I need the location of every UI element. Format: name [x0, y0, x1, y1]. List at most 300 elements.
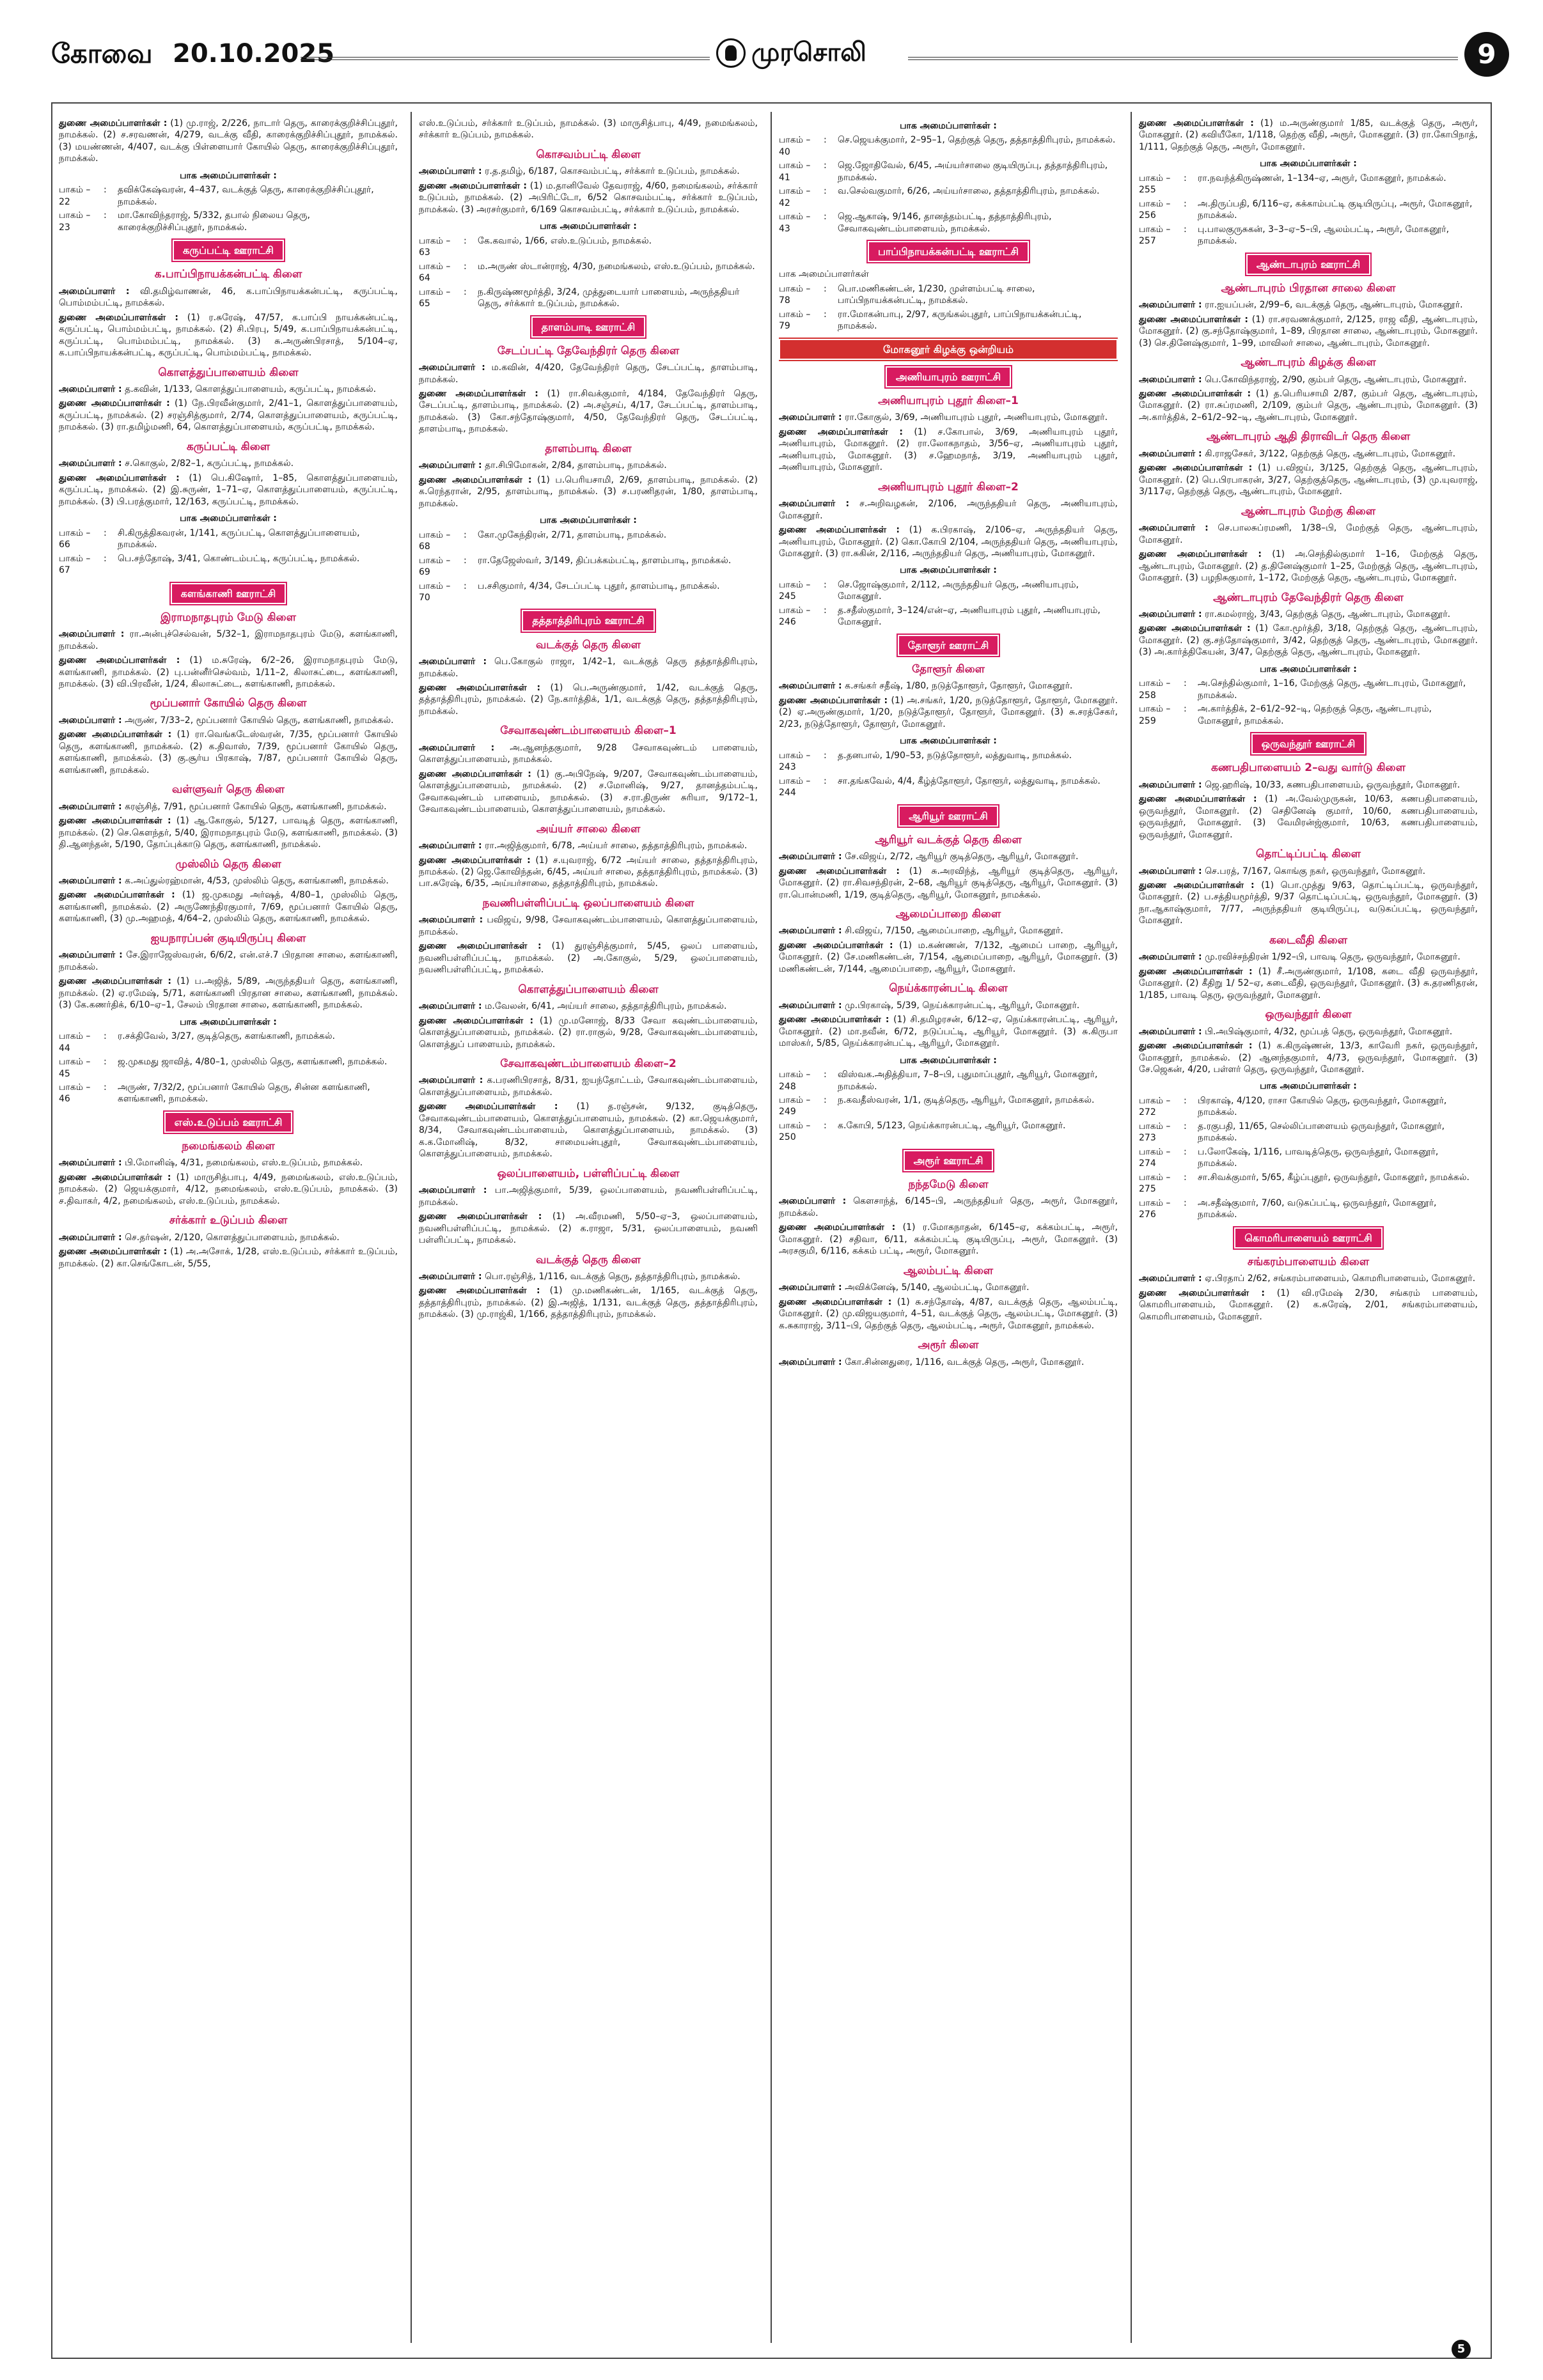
role-label: அமைப்பாளர் :: [419, 362, 485, 373]
separator: :: [1184, 173, 1187, 183]
member-entry: [779, 498, 1118, 522]
member-entry: [59, 472, 398, 508]
member-details: (1) த.பெரியசாமி 2/87, கும்பர் தெரு, ஆண்டாபுரம், மோகனூர். (2) ரா.சுப்ரமணி, 2/109, கும்பர் தெரு, ஆண்டாபுரம், மோகனூர். (3) அ.கார்த்திக், 2–61/2–92–டி, ஆண்டாபுரம், மோகனூர்.: [1139, 389, 1478, 423]
separator: :: [464, 580, 467, 591]
branch-heading: கணபதிபாளையம் 2–வது வார்டு கிளை: [1211, 761, 1406, 775]
booth-row: [419, 235, 758, 259]
booth-number: பாகம் – 243: [779, 750, 811, 773]
booth-number: பாகம் – 68: [419, 529, 451, 552]
role-label: துணை அமைப்பாளர்கள் :: [1139, 966, 1253, 977]
member-entry: [1139, 118, 1478, 153]
member-entry: [419, 1211, 758, 1246]
member-entry: [1139, 951, 1478, 963]
booth-number: பாகம் – 40: [779, 135, 811, 157]
booth-member: வ.செல்வகுமார், 6/26, அய்யர்சாலை, தத்தாத்திரிபுரம், நாமக்கல்.: [838, 186, 1100, 197]
role-label: அமைப்பாளர் :: [419, 1001, 482, 1012]
booth-row: [779, 750, 1118, 774]
member-details: (1) ரா.வெங்கடேஸ்வரன், 7/35, மூப்பனார் கோயில் தெரு, களங்காணி, நாமக்கல். (2) க.திவாஸ், 7/39, மூப்பனார் கோயில் தெரு, களங்காணி, நாமக்கல். (3) கு.சூர்ய பிரகாஷ், 7/87, மூப்பனார் கோயில் தெரு, களங்காணி, நாமக்கல்.: [59, 729, 398, 775]
separator: :: [464, 235, 467, 246]
member-entry: [419, 656, 758, 680]
booth-row: [779, 309, 1118, 332]
column-divider: [771, 112, 772, 2343]
member-details: ஏ.பிரதாப் 2/62, சங்கரம்பாளையம், கொமரிபாளையம், மோகனூர்.: [1205, 1273, 1476, 1284]
separator: :: [1184, 704, 1187, 715]
member-entry: [1139, 548, 1478, 584]
member-details: ச.அறிவழகன், 2/106, அருந்ததியர் தெரு, அணியாபுரம், மோகனூர்.: [779, 499, 1118, 521]
separator: :: [464, 529, 467, 540]
member-details: அ.ஆனந்தகுமார், 9/28 சேவாகவுண்டம் பாளையம், கொளத்துப்பாளையம், நாமக்கல்.: [419, 742, 758, 765]
member-details: (1) ப.விஜய், 3/125, தெற்குத் தெரு, ஆண்டாபுரம், மோகனூர். (2) பெ.பிரபாகரன், 3/27, தெற்குத்தெரு, ஆண்டாபுரம், (3) மு.யுவராஜ், 3/117ஏ, தெற்குத் தெரு, ஆண்டாபுரம், மோகனூர்.: [1139, 463, 1478, 497]
separator: :: [104, 1057, 107, 1068]
branch-heading: கொளத்துப்பாளையம் கிளை: [518, 983, 659, 996]
booth-number: பாகம் – 43: [779, 212, 811, 234]
member-details: சி.விஜய், 7/150, ஆமைப்பாறை, ஆரியூர், மோகனூர்.: [845, 926, 1063, 937]
booth-member: மா.கோவிந்தராஜ், 5/332, தபால் நிலைய தெரு, காரைக்குறிச்சிப்புதூர், நாமக்கல்.: [118, 210, 310, 233]
member-details: (1) அ.சங்கர், 1/20, நடுத்தோளூர், தோளூர், மோகனூர். (2) ஏ.அருண்குமார், 1/20, நடுத்தோளூர், தோளூர், மோகனூர். (3) சு.சரத்சேகர், 2/23, நடுத்தோளூர், தோளூர், மோகனூர்.: [779, 695, 1118, 729]
member-details: பா.அஜித்குமார், 5/39, ஒலப்பாளையம், நவணிபள்ளிப்பட்டி, நாமக்கல்.: [419, 1185, 758, 1208]
section-subtitle: பாக அமைப்பாளர்கள் :: [1260, 664, 1357, 674]
member-entry: [779, 866, 1118, 901]
role-label: அமைப்பாளர் :: [1139, 779, 1202, 790]
member-details: ச.கொகுல், 2/82–1, கருப்பட்டி, நாமக்கல்.: [125, 458, 294, 469]
separator: :: [1184, 678, 1187, 689]
branch-heading: அணியாபுரம் புதூர் கிளை–2: [878, 480, 1019, 494]
booth-row: [779, 1069, 1118, 1093]
booth-member: ந.கிருஷ்ணமூர்த்தி, 3/24, முத்துடையார் பாளையம், அருந்ததியர் தெரு, சர்க்கார் உடுப்பம், நாமக்கல்.: [478, 286, 740, 309]
booth-row: [59, 1056, 398, 1080]
member-details: (1) ம.அருண்குமார் 1/85, வடக்குத் தெரு, அரூர், மோகனூர். (2) கவியீகோ, 1/118, தெற்கு வீதி, அரூர், மோகனூர். (3) ரா.கோபிநாத், 1/111, தெற்குத் தெரு, அரூர், மோகனூர்.: [1139, 118, 1478, 152]
member-details: மு.ரவிச்சந்திரன் 1/92–பி, பாவடி தெரு, ஒருவந்தூர், மோகனூர்.: [1205, 952, 1461, 963]
member-entry: [419, 362, 758, 385]
member-entry: [779, 268, 1118, 280]
role-label: அமைப்பாளர் :: [1139, 1273, 1202, 1284]
member-entry: [59, 949, 398, 973]
branch-heading: ஆரியூர் வடக்குத் தெரு கிளை: [875, 833, 1022, 846]
member-entry: [779, 680, 1118, 692]
city-name: கோவை: [51, 38, 153, 69]
role-label: அமைப்பாளர் :: [779, 1000, 842, 1011]
member-details: (1) பெ.அருண்குமார், 1/42, வடக்குத் தெரு, தத்தாத்திரிபுரம், நாமக்கல். (2) நே.கார்த்திக், 1/1, வடக்குத் தெரு, தத்தாத்திரிபுரம், நாமக்கல்.: [419, 682, 758, 717]
member-details: எஸ்.உடுப்பம், சர்க்கார் உடுப்பம், நாமக்கல். (3) மாருசித்பாபு, 4/49, நமைங்கலம், சர்க்கார் உடுப்பம், நாமக்கல்.: [419, 118, 758, 141]
member-details: (1) பெ.கிஷோர், 1–85, கொளத்துப்பாளையம், கருப்பட்டி, நாமக்கல். (2) இ.சுருண், 1–71–ஏ, கொளத்துப்பாளையம், கருப்பட்டி, நாமக்கல். (3) பி.பரத்குமார், 12/163, கருப்பட்டி, நாமக்கல்.: [59, 472, 398, 507]
booth-number: பாகம் – 256: [1139, 198, 1171, 221]
member-entry: [419, 855, 758, 890]
member-entry: [59, 286, 398, 309]
member-entry: [59, 729, 398, 776]
member-details: (1) ரா.சரவணக்குமார், 2/125, ராஜ வீதி, ஆண்டாபுரம், மோகனூர். (2) கு.சந்தோஷ்குமார், 1–89, பிரதான சாலை, ஆண்டாபுரம், மோகனூர். (3) செ.தினேஷ்குமார், 1–99, மாவிலர் சாலை, ஆண்டாபுரம், மோகனூர்.: [1139, 314, 1478, 348]
role-label: துணை அமைப்பாளர்கள் :: [419, 1211, 542, 1222]
member-details: ரா.அன்புச்செல்வன், 5/32–1, இராமநாதபுரம் மேடு, களங்காணி, நாமக்கல்.: [59, 629, 398, 651]
member-entry: [1139, 522, 1478, 546]
booth-member: செ.ஜெயக்குமார், 2–95–1, தெற்குத் தெரு, தத்தாத்திரிபுரம், நாமக்கல்.: [838, 135, 1116, 146]
member-details: பாக அமைப்பாளர்கள்: [779, 269, 869, 280]
member-details: (1) துரஞ்சித்குமார், 5/45, ஒலப் பாளையம், நவணிபள்ளிப்பட்டி, நாமக்கல். (2) அ.கோகுல், 5/29, ஒலப்பாளையம், நவணிபள்ளிப்பட்டி, நாமக்கல்.: [419, 941, 758, 976]
role-label: துணை அமைப்பாளர்கள் :: [59, 1247, 168, 1257]
member-entry: [779, 412, 1118, 423]
panchayat-banner: கருப்பட்டி ஊராட்சி: [173, 240, 284, 261]
role-label: அமைப்பாளர் :: [779, 681, 842, 692]
booth-row: [779, 211, 1118, 235]
panchayat-banner: தத்தாத்திரிபுரம் ஊராட்சி: [522, 610, 654, 631]
role-label: அமைப்பாளர் :: [1139, 374, 1202, 385]
separator: :: [104, 527, 107, 538]
booth-row: [419, 580, 758, 604]
separator: :: [824, 1120, 827, 1131]
booth-row: [1139, 1172, 1478, 1195]
member-details: மு.பிரகாஷ், 5/39, நெய்க்காரன்பட்டி, ஆரியூர், மோகனூர்.: [845, 1000, 1080, 1011]
member-details: ரா.கமல்ராஜ், 3/43, தெற்குத் தெரு, ஆண்டாபுரம், மோகனூர்.: [1205, 609, 1451, 619]
member-details: க.சங்கர் சதீஷ், 1/80, நடுத்தோளூர், தோளூர், மோகனூர்.: [845, 681, 1073, 692]
role-label: துணை அமைப்பாளர்கள் :: [1139, 794, 1257, 805]
role-label: அமைப்பாளர் :: [419, 166, 482, 177]
booth-member: பெ.சந்தோஷ், 3/41, கொண்டம்பட்டி, கருப்பட்டி, நாமக்கல்.: [118, 553, 360, 564]
member-details: பெ.கோகுல் ராஜா, 1/42–1, வடக்குத் தெரு தத்தாத்திரிபுரம், நாமக்கல்.: [419, 657, 758, 679]
role-label: அமைப்பாளர் :: [59, 1158, 122, 1169]
member-details: ம.கவின், 4/420, தேவேந்திரர் தெரு, சேடப்பட்டி, தாளம்பாடி, நாமக்கல்.: [419, 362, 758, 385]
member-entry: [419, 742, 758, 766]
role-label: அமைப்பாளர் :: [59, 715, 122, 726]
booth-member: ர.சக்திவேல், 3/27, குடித்தெரு, களங்காணி, நாமக்கல்.: [118, 1031, 335, 1042]
booth-number: பாகம் – 276: [1139, 1197, 1171, 1220]
booth-number: பாகம் – 64: [419, 261, 451, 284]
role-label: அமைப்பாளர் :: [419, 460, 482, 471]
booth-number: பாகம் – 255: [1139, 173, 1171, 196]
member-details: (1) மு.ராஜ், 2/226, நாடார் தெரு, காரைக்குறிச்சிப்புதூர், நாமக்கல். (2) ச.சரவணன், 4/279, வடக்கு வீதி, காரைக்குறிச்சிப்புதூர், நாமக்கல். (3) மயண்ணன், 4/407, வடக்கு பிள்ளையார் கோயில் தெரு, காரைக்குறிச்சிப்புதூர், நாமக்கல்.: [59, 118, 398, 164]
booth-number: பாகம் – 78: [779, 283, 811, 306]
panchayat-banner: கொமரிபாளையம் ஊராட்சி: [1234, 1227, 1382, 1248]
member-entry: [419, 1271, 758, 1282]
booth-row: [419, 286, 758, 310]
booth-number: பாகம் – 70: [419, 580, 451, 603]
member-entry: [419, 1285, 758, 1320]
booth-number: பாகம் – 66: [59, 527, 91, 550]
branch-heading: தாளம்பாடி கிளை: [545, 442, 632, 455]
role-label: துணை அமைப்பாளர்கள் :: [419, 1015, 534, 1026]
branch-heading: அணியாபுரம் புதூர் கிளை–1: [878, 394, 1019, 407]
separator: :: [824, 1095, 827, 1106]
role-label: அமைப்பாளர் :: [1139, 300, 1202, 311]
member-details: (1) ர.மோகநாதன், 6/145–ஏ, கக்கம்பட்டி, அரூர், மோகனூர். (2) சதிவா, 6/11, கக்கம்பட்டி குடியிருப்பு, அரூர், மோகனூர். (3) அரசகுமி, 6/116, கக்கம் பட்டி, அரூர், மோகனூர்.: [779, 1222, 1118, 1257]
member-details: க.அப்துல்ரஹ்மான், 4/53, முஸ்லிம் தெரு, களங்காணி, நாமக்கல்.: [125, 875, 389, 886]
member-details: (1) சு.அரவிந்த், ஆரியூர் குடித்தெரு, ஆரியூர், மோகனூர். (2) ரா.சிவசந்திரன், 2–68, ஆரியூர் குடித்தெரு, ஆரியூர், மோகனூர். (3) ரா.பொன்மணி, 1/19, குடித்தெரு, ஆரியூர், மோகனூர், நாமக்கல்.: [779, 866, 1118, 900]
role-label: அமைப்பாளர் :: [779, 1196, 847, 1207]
branch-heading: நவணிபள்ளிப்பட்டி ஒலப்பாளையம் கிளை: [482, 896, 694, 910]
booth-row: [1139, 173, 1478, 196]
member-details: தா.சிபிமோகன், 2/84, தாளம்பாடி, நாமக்கல்.: [485, 460, 667, 471]
booth-number: பாகம் – 274: [1139, 1146, 1171, 1169]
section-subtitle: பாக அமைப்பாளர்கள் :: [180, 170, 277, 181]
booth-member: ம.அருண் ஸ்டான்ராஜ், 4/30, நமைங்கலம், எஸ்.உடுப்பம், நாமக்கல்.: [478, 261, 755, 272]
role-label: துணை அமைப்பாளர்கள் :: [1139, 623, 1251, 634]
separator: :: [1184, 1146, 1187, 1157]
role-label: துணை அமைப்பாளர்கள் :: [59, 118, 168, 128]
member-details: (1) த.ரஞ்சன், 9/132, குடித்தெரு, சேவாகவுண்டம்பாளையம், கொளத்துப்பாளையம், நாமக்கல். (2) கா.ஜெயக்குமார், 8/34, சேவாகவுண்டம்பாளையம், கொளத்துப்பாளையம், நாமக்கல். (3) க.க.மோனிஷ், 8/32, சாமையன்புதூர், சேவாகவுண்டம்பாளையம், கொளத்துப்பாளையம், நாமக்கல்.: [419, 1101, 758, 1160]
role-label: துணை அமைப்பாளர்கள் :: [419, 682, 541, 693]
separator: :: [104, 553, 107, 564]
member-details: (1) ஆ.கோகுல், 5/127, பாவடித் தெரு, களங்காணி, நாமக்கல். (2) செ.கௌந்தர், 5/40, இராமநாதபுரம் மேடு, களங்காணி, நாமக்கல். (3) தி.ஆனந்தன், 5/190, தோப்புக்காடு தெரு, களங்காணி, நாமக்கல்.: [59, 816, 398, 850]
member-entry: [59, 1157, 398, 1169]
role-label: துணை அமைப்பாளர்கள் :: [1139, 880, 1255, 891]
member-details: பொ.ரஞ்சித், 1/116, வடக்குத் தெரு, தத்தாத்திரிபுரம், நாமக்கல்.: [485, 1271, 740, 1282]
member-entry: [1139, 1040, 1478, 1075]
booth-row: [59, 527, 398, 551]
role-label: அமைப்பாளர் :: [779, 926, 842, 937]
panchayat-banner: தாளம்பாடி ஊராட்சி: [531, 316, 646, 338]
section-subtitle: பாக அமைப்பாளர்கள் :: [1260, 159, 1357, 169]
member-details: (1) அ.அசோக், 1/28, எஸ்.உடுப்பம், சர்க்கார் உடுப்பம், நாமக்கல். (2) கா.செங்கோடன், 5/55,: [59, 1247, 398, 1269]
role-label: துணை அமைப்பாளர்கள் :: [59, 398, 170, 409]
member-entry: [1139, 880, 1478, 927]
member-entry: [779, 1296, 1118, 1332]
booth-number: பாகம் – 69: [419, 555, 451, 578]
role-label: துணை அமைப்பாளர்கள் :: [419, 855, 531, 866]
separator: :: [824, 160, 827, 171]
branch-heading: அய்யர் சாலை கிளை: [536, 822, 641, 836]
member-details: (1) அ.வேல்முருகன், 10/63, கணபதிபாளையம், ஒருவந்தூர், மோகனூர். (2) செதினேஷ் குமார், 10/60, கணபதிபாளையம், ஒருவந்தூர், மோகனூர். (3) வேமிரன்ஜ்குமார், 10/63, கணபதிபாளையம், ஒருவந்தூர், மோகனூர்.: [1139, 794, 1478, 840]
branch-heading: ஆண்டாபுரம் மேற்கு கிளை: [1241, 504, 1376, 518]
role-label: அமைப்பாளர் :: [779, 412, 842, 423]
section-subtitle: பாக அமைப்பாளர்கள் :: [900, 121, 997, 131]
role-label: அமைப்பாளர் :: [59, 286, 130, 297]
branch-heading: வள்ளுவர் தெரு கிளை: [172, 783, 285, 797]
branch-heading: நெய்க்காரன்பட்டி கிளை: [889, 982, 1008, 995]
member-details: (1) ம.தானிவேல் தேவராஜ், 4/60, நமைங்கலம், சர்க்கார் உடுப்பம், நாமக்கல். (2) அபிரிட்டோ, 6/52 கொசவம்பட்டி, சர்க்கார் உடுப்பம், நாமக்கல். (3) அரசர்குமார், 6/169 கொசவம்பட்டி, சர்க்கார் உடுப்பம், நாமக்கல்.: [419, 180, 758, 215]
role-label: துணை அமைப்பாளர்கள் :: [59, 890, 175, 901]
member-details: (1) ம.சுரேஷ், 6/2–26, இராமநாதபுரம் மேடு, களங்காணி, நாமக்கல். (2) பு.பன்னீர்செல்வம், 1/11–2, கிலாசுட்டை, களங்காணி, நாமக்கல். (3) வி.பிரவீன், 1/24, கிலாசுட்டை, களங்காணி, நாமக்கல்.: [59, 655, 398, 689]
member-entry: [59, 458, 398, 469]
member-entry: [419, 460, 758, 471]
role-label: அமைப்பாளர் :: [779, 1357, 842, 1367]
booth-member: பிரகாஷ், 4/120, ராசா கோயில் தெரு, ஒருவந்தூர், மோகனூர், நாமக்கல்.: [1198, 1095, 1447, 1118]
booth-member: ஜ.முகமது ஜாவித், 4/80–1, முஸ்லிம் தெரு, களங்காணி, நாமக்கல்.: [118, 1057, 388, 1068]
booth-member: ப.சசிகுமார், 4/34, சேடப்பட்டி புதூர், தாளம்பாடி, நாமக்கல்.: [478, 580, 720, 591]
member-entry: [419, 118, 758, 141]
member-entry: [779, 940, 1118, 975]
member-details: அவிக்னேஷ், 5/140, ஆலம்பட்டி, மோகனூர்.: [845, 1282, 1030, 1293]
role-label: அமைப்பாளர் :: [59, 875, 122, 886]
member-entry: [1139, 779, 1478, 791]
booth-row: [419, 555, 758, 579]
member-details: செ.பாலசுப்ரமணி, 1/38–பி, மேற்குத் தெரு, ஆண்டாபுரம், மோகனூர்.: [1139, 523, 1478, 545]
booth-number: பாகம் – 259: [1139, 704, 1171, 726]
role-label: துணை அமைப்பாளர்கள் :: [779, 940, 893, 951]
role-label: துணை அமைப்பாளர்கள் :: [59, 655, 180, 666]
role-label: துணை அமைப்பாளர்கள் :: [419, 768, 531, 779]
branch-heading: முஸ்லிம் தெரு கிளை: [175, 857, 281, 871]
member-details: அருண், 7/33–2, மூப்பனார் கோயில் தெரு, களங்காணி, நாமக்கல்.: [125, 715, 394, 726]
role-label: துணை அமைப்பாளர்கள் :: [779, 1296, 892, 1307]
member-entry: [59, 312, 398, 359]
member-details: (1) வி.ரமேஷ் 2/30, சங்கரம் பாளையம், கொமரிபாளையம், மோகனூர். (2) க.சுரேஷ், 2/01, சங்கரம்பாளையம், கொமரிபாளையம், மோகனூர்.: [1139, 1287, 1478, 1322]
role-label: அமைப்பாளர் :: [1139, 952, 1202, 963]
role-label: அமைப்பாளர் :: [419, 915, 483, 926]
separator: :: [1184, 1172, 1187, 1183]
branch-heading: வடக்குத் தெரு கிளை: [535, 638, 641, 651]
role-label: துணை அமைப்பாளர்கள் :: [419, 941, 542, 952]
branch-heading: கொசவம்பட்டி கிளை: [536, 148, 641, 161]
role-label: அமைப்பாளர் :: [1139, 866, 1202, 876]
member-details: (1) ச.யுவராஜ், 6/72 அய்யர் சாலை, தத்தாத்திரிபுரம், நாமக்கல். (2) ஜெ.கோவிந்தன், 6/45, அய்யர் சாலை, தத்தாத்திரிபுரம், நாமக்கல். (3) பா.சுரேஷ், 6/35, அய்யர்சாலை, தத்தாத்திரிபுரம், நாமக்கல்.: [419, 855, 758, 889]
member-details: சே.விஜய், 2/72, ஆரியூர் குடித்தெரு, ஆரியூர், மோகனூர்.: [845, 852, 1079, 862]
separator: :: [1184, 1121, 1187, 1132]
branch-heading: சேவாகவுண்டம்பாளையம் கிளை–2: [500, 1057, 677, 1071]
branch-heading: நந்தமேடு கிளை: [908, 1178, 989, 1191]
branch-heading: சேடப்பட்டி தேவேந்திரர் தெரு கிளை: [497, 344, 680, 357]
booth-row: [1139, 1146, 1478, 1170]
footer-page-badge: 5: [1452, 2340, 1471, 2359]
member-entry: [419, 166, 758, 177]
member-details: கௌசாந்த், 6/145–பி, அருந்ததியர் தெரு, அரூர், மோகனூர், நாமக்கல்.: [779, 1196, 1118, 1218]
member-details: (1) ப.பெரியசாமி, 2/69, தாளம்பாடி, நாமக்கல். (2) க.ரெந்தரான், 2/95, தாளம்பாடி, நாமக்கல். (3) ச.பரணிதரன், 1/80, தாளம்பாடி, நாமக்கல்.: [419, 474, 758, 509]
member-entry: [59, 976, 398, 1011]
page-number-badge: 9: [1464, 32, 1509, 77]
member-entry: [59, 655, 398, 690]
column-2: [419, 115, 758, 2340]
role-label: அமைப்பாளர் :: [59, 950, 123, 961]
member-entry: [1139, 609, 1478, 620]
booth-member: விஸ்வக.அதித்தியா, 7–8–பி, புதுமாப்புதூர், ஆரியூர், மோகனூர், நாமக்கல்.: [838, 1069, 1098, 1092]
role-label: துணை அமைப்பாளர்கள் :: [1139, 389, 1251, 400]
member-details: (1) சீ.அருண்குமார், 1/108, கடை வீதி ஒருவந்தூர், மோகனூர். (2) கீதிறு 1/ 52–ஏ, கடைவீதி, ஒருவந்தூர், மோகனூர். (3) சு.தரணிதரன், 1/185, பாவடி தெரு, ஒருவந்தூர், மோகனூர்.: [1139, 966, 1478, 1000]
panchayat-banner: தோளூர் ஊராட்சி: [898, 635, 999, 656]
member-entry: [419, 914, 758, 938]
booth-number: பாகம் – 272: [1139, 1095, 1171, 1118]
member-details: (1) நே.பிரவீன்குமார், 2/41–1, கொளத்துப்பாளையம், கருப்பட்டி, நாமக்கல். (2) சரஞ்சித்குமார், 2/74, கொளத்துப்பாளையம், கருப்பட்டி, நாமக்கல். (3) ரா.தமிழ்மணி, 64, கொளத்துப்பாளையம், கருப்பட்டி, நாமக்கல்.: [59, 398, 398, 433]
member-entry: [779, 851, 1118, 862]
newspaper-name: முரசொலி: [751, 38, 866, 67]
branch-heading: ஐயநாரப்பன் குடியிருப்பு கிளை: [150, 931, 306, 945]
booth-number: பாகம் – 79: [779, 309, 811, 332]
booth-row: [779, 283, 1118, 307]
member-entry: [779, 1000, 1118, 1011]
separator: :: [824, 135, 827, 146]
booth-member: அ.சதீஷ்குமார், 7/60, வடுகப்பட்டி, ஒருவந்தூர், மோகனூர், நாமக்கல்.: [1198, 1197, 1437, 1220]
member-details: க.பரணிபிரசாத், 8/31, ஐயந்தோட்டம், சேவாகவுண்டம்பாளையம், கொளத்துப்பாளையம், நாமக்கல்.: [419, 1075, 758, 1098]
member-entry: [59, 715, 398, 726]
member-details: ரா.ஐயப்பன், 2/99–6, வடக்குத் தெரு, ஆண்டாபுரம், மோகனூர்.: [1205, 300, 1463, 311]
separator: :: [824, 1069, 827, 1080]
panchayat-banner: பாப்பிநாயக்கன்பட்டி ஊராட்சி: [868, 241, 1029, 262]
role-label: அமைப்பாளர் :: [59, 384, 122, 395]
branch-heading: கொளத்துப்பாளையம் கிளை: [158, 366, 299, 379]
member-entry: [59, 118, 398, 165]
column-3: [779, 115, 1118, 2340]
role-label: அமைப்பாளர் :: [419, 742, 495, 753]
role-label: அமைப்பாளர் :: [59, 801, 122, 812]
booth-member: பொ.மணிகண்டன், 1/230, முள்ளம்பட்டி சாலை, பாப்பிநாயக்கன்பட்டி, நாமக்கல்.: [838, 283, 1035, 306]
role-label: அமைப்பாளர் :: [1139, 448, 1202, 459]
separator: :: [104, 1082, 107, 1093]
separator: :: [1184, 198, 1187, 209]
role-label: துணை அமைப்பாளர்கள் :: [779, 1015, 889, 1025]
header-rule-right: [908, 57, 1458, 60]
booth-number: பாகம் – 45: [59, 1057, 91, 1079]
booth-member: அருண், 7/32/2, மூப்பனார் கோயில் தெரு, சின்ன களங்காணி, களங்காணி, நாமக்கல்.: [118, 1082, 370, 1105]
role-label: துணை அமைப்பாளர்கள் :: [1139, 118, 1254, 128]
booth-member: கே.கவால், 1/66, எஸ்.உடுப்பம், நாமக்கல்.: [478, 235, 652, 246]
separator: :: [824, 750, 827, 761]
booth-member: ஜெ.ஆகாஷ், 9/146, தானத்தம்பட்டி, தத்தாத்திரிபுரம், சேவாகவுண்டம்பாளையம், நாமக்கல்.: [838, 212, 1052, 234]
separator: :: [824, 775, 827, 786]
section-subtitle: பாக அமைப்பாளர்கள் :: [900, 565, 997, 576]
booth-member: அ.திருப்பதி, 6/116–ஏ, கக்காம்பட்டி குடியிருப்பு, அரூர், மோகனூர், நாமக்கல்.: [1198, 198, 1473, 221]
separator: :: [824, 212, 827, 222]
role-label: துணை அமைப்பாளர்கள் :: [59, 312, 178, 323]
member-details: ர.த.தமிழ், 6/187, கொசவம்பட்டி, சர்க்கார் உடுப்பம், நாமக்கல்.: [485, 166, 740, 177]
booth-number: பாகம் – 248: [779, 1069, 811, 1092]
member-entry: [59, 875, 398, 887]
booth-member: க.கோபி, 5/123, நெய்க்காரன்பட்டி, ஆரியூர், மோகனூர்.: [838, 1120, 1066, 1131]
member-entry: [419, 1000, 758, 1012]
role-label: அமைப்பாளர் :: [419, 1271, 482, 1282]
section-subtitle: பாக அமைப்பாளர்கள் :: [900, 736, 997, 747]
member-details: (1) ஜ.முகமது அர்ஷத், 4/80–1, முஸ்லிம் தெரு, களங்காணி, நாமக்கல். (2) அருணேந்திரகுமார், 7/69, மூப்பனார் கோயில் தெரு, களங்காணி, (3) மு.அஹமத், 4/64–2, முஸ்லிம் தெரு, களங்காணி, நாமக்கல்.: [59, 890, 398, 924]
member-entry: [419, 682, 758, 717]
member-entry: [779, 1014, 1118, 1049]
booth-member: அ.செந்தில்குமார், 1–16, மேற்குத் தெரு, ஆண்டாபுரம், மோகனூர், நாமக்கல்.: [1198, 678, 1466, 701]
booth-number: பாகம் – 67: [59, 553, 91, 576]
member-details: (1) மு.மனோஜ், 8/33 சேவா கவுண்டம்பாளையம், கொளத்துப்பாளையம், நாமக்கல். (2) ரா.ராகுல், 9/28, சேவாகவுண்டம்பாளையம், கொளத்துப் பாளையம், நாமக்கல்.: [419, 1015, 758, 1050]
member-entry: [59, 1246, 398, 1270]
member-details: ஜெ.ஹரிஷ், 10/33, கணபதிபாளையம், ஒருவந்தூர், மோகனூர்.: [1205, 779, 1461, 790]
member-details: (1) க.கிருஷ்ணன், 13/3, காவேரி நகர், ஒருவந்தூர், மோகனூர், நாமக்கல். (2) ஆனந்தகுமார், 4/73, ஒருவந்தூர், மோகனூர். (3) சே.ஜெகன், 4/20, பள்ளர் தெரு, ஒருவந்தூர், மோகனூர்.: [1139, 1041, 1478, 1075]
column-divider: [411, 112, 412, 2343]
panchayat-banner: அரூர் ஊராட்சி: [904, 1150, 994, 1171]
booth-number: பாகம் – 273: [1139, 1121, 1171, 1144]
role-label: துணை அமைப்பாளர்கள் :: [419, 180, 527, 191]
branch-heading: தொட்டிப்பட்டி கிளை: [1256, 848, 1361, 861]
booth-member: சா.சிவக்குமார், 5/65, கீழ்ப்புதூர், ஒருவந்தூர், மோகனூர், நாமக்கல்.: [1198, 1172, 1469, 1183]
member-entry: [1139, 374, 1478, 385]
booth-member: ரா.நவந்த்கிருஷ்ணன், 1–134–ஏ, அரூர், மோகனூர், நாமக்கல்.: [1198, 173, 1446, 183]
booth-row: [59, 210, 398, 233]
member-entry: [779, 1222, 1118, 1257]
branch-heading: ஆண்டாபுரம் ஆதி திராவிடர் தெரு கிளை: [1206, 430, 1411, 444]
member-entry: [779, 925, 1118, 937]
member-details: (1) ச.கோபால், 3/69, அணியாபுரம் புதூர், அணியாபுரம், மோகனூர். (2) ரா.லோகநாதம், 3/56–ஏ, அணியாபுரம் புதூர், அணியாபுரம், மோகனூர். (3) ச.ஹேமநாத், 3/19, அணியாபுரம் புதூர், அணியாபுரம், மோகனூர்.: [779, 426, 1118, 473]
booth-row: [779, 134, 1118, 158]
branch-heading: இராமநாதபுரம் மேடு கிளை: [161, 611, 296, 624]
booth-number: பாகம் – 44: [59, 1031, 91, 1054]
member-entry: [59, 801, 398, 813]
booth-number: பாகம் – 63: [419, 235, 451, 258]
issue-date: 20.10.2025: [173, 39, 335, 68]
separator: :: [104, 185, 107, 196]
role-label: அமைப்பாளர் :: [59, 1232, 122, 1243]
branch-heading: க.பாப்பிநாயக்கன்பட்டி கிளை: [154, 268, 302, 281]
role-label: துணை அமைப்பாளர்கள் :: [59, 976, 171, 987]
member-details: (1) ம.கண்ணன், 7/132, ஆமைப் பாறை, ஆரியூர், மோகனூர். (2) சே.மணிகண்டன், 7/154, ஆமைப்பாறை, ஆரியூர், மோகனூர். (3) மணிகண்டன், 7/144, ஆமைப்பாறை, ஆரியூர், மோகனூர்.: [779, 940, 1118, 974]
separator: :: [1184, 1197, 1187, 1208]
booth-member: சா.தங்கவேல், 4/4, கீழ்த்தோளூர், தோளூர், லத்துவாடி, நாமக்கல்.: [838, 775, 1100, 786]
booth-row: [419, 261, 758, 284]
panchayat-banner: களங்காணி ஊராட்சி: [171, 583, 286, 604]
member-details: செ.பரத், 7/167, கொங்கு நகர், ஒருவந்தூர், மோகனூர்.: [1205, 866, 1426, 876]
member-details: (1) மாருசித்பாபு, 4/49, நமைங்கலம், எஸ்.உடுப்பம், நாமக்கல். (2) ஜெயக்குமார், 4/12, நமைங்கலம், எஸ்.உடுப்பம், நாமக்கல். (3) ச.திவாகர், 4/2, நமைங்கலம், எஸ்.உடுப்பம், நாமக்கல்.: [59, 1172, 398, 1206]
booth-row: [1139, 678, 1478, 701]
booth-row: [59, 553, 398, 577]
booth-row: [779, 579, 1118, 603]
booth-number: பாகம் – 41: [779, 160, 811, 183]
member-entry: [779, 524, 1118, 559]
booth-row: [779, 605, 1118, 628]
member-details: ம.வேலன், 6/41, அய்யர் சாலை, தத்தாத்திரிபுரம், நாமக்கல்.: [485, 1001, 727, 1012]
booth-member: ரா.மோகன்பாபு, 2/97, கருங்கல்புதூர், பாப்பிநாயக்கன்பட்டி, நாமக்கல்.: [838, 309, 1082, 332]
member-details: த.கவின், 1/133, கொளத்துப்பாளையம், கருப்பட்டி, நாமக்கல்.: [125, 384, 377, 395]
member-details: (1) மு.மணிகண்டன், 1/165, வடக்குத் தெரு, தத்தாத்திரிபுரம், நாமக்கல். (2) இ.அஜித், 1/131, வடக்குத் தெரு, தத்தாத்திரிபுரம், நாமக்கல். (3) மு.ராஜ்கி, 1/166, தத்தாத்திரிபுரம், நாமக்கல்.: [419, 1286, 758, 1320]
member-entry: [419, 180, 758, 215]
member-details: பி.மோனிஷ், 4/31, நமைங்கலம், எஸ்.உடுப்பம், நாமக்கல்.: [125, 1158, 363, 1169]
